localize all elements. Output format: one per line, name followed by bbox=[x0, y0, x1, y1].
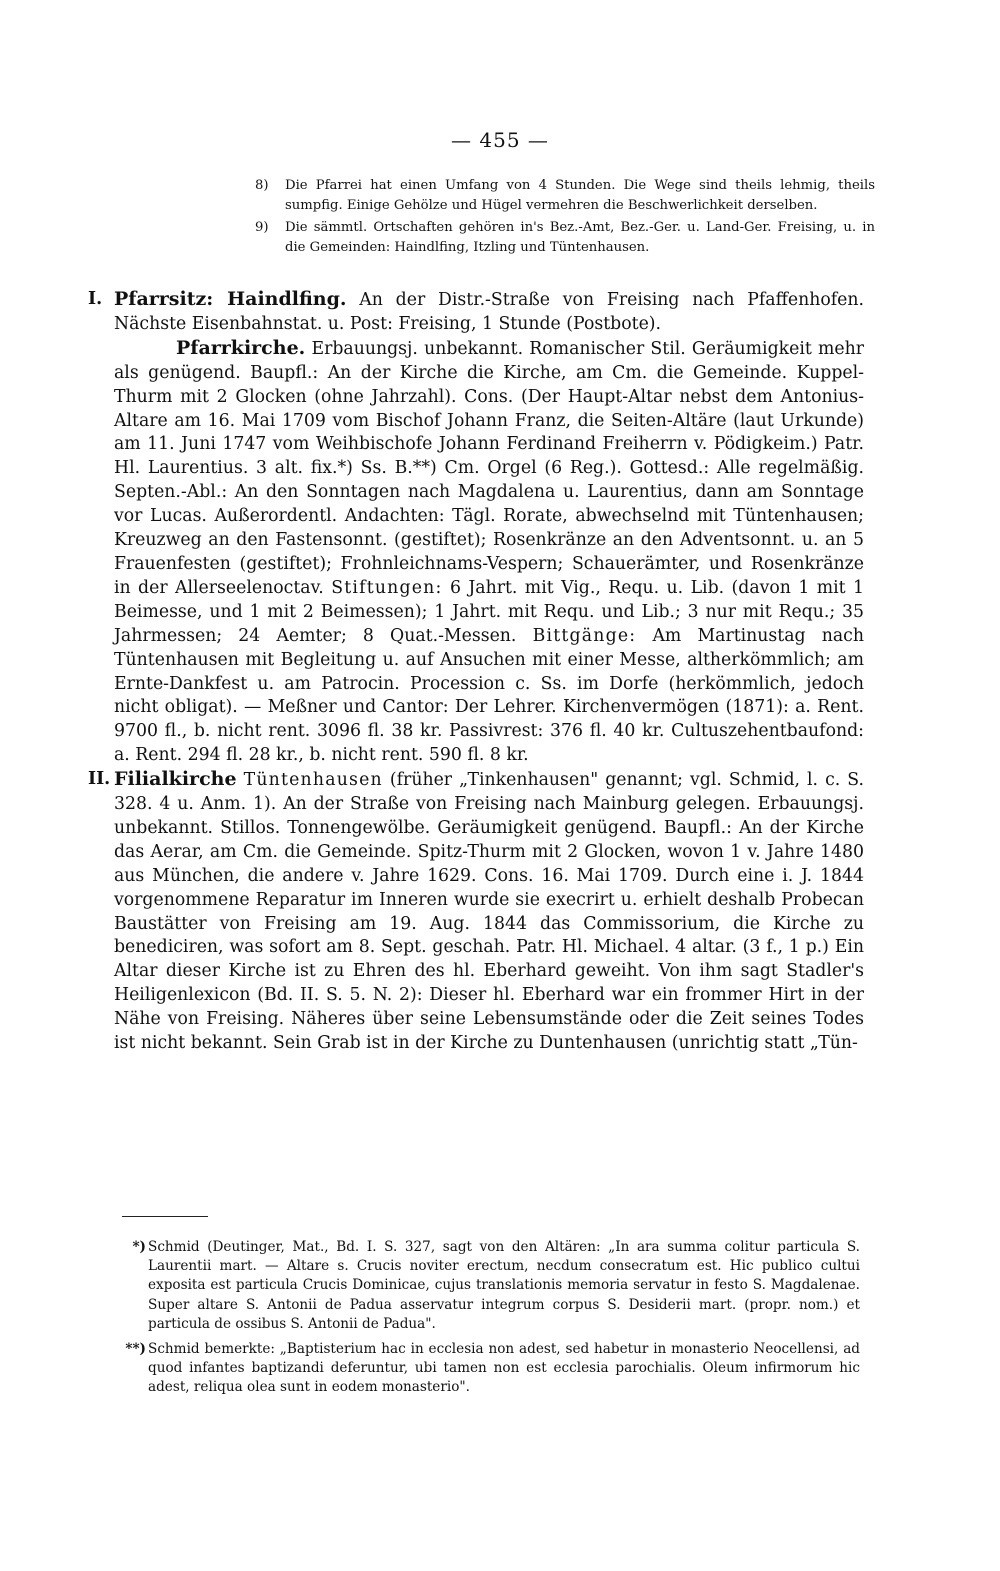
note-text: Die Pfarrei hat einen Umfang von 4 Stunden. Die Wege sind theils lehmig, theils sumpfig. Einige Gehölze und Hügel vermehren die Beschwerlichkeit derselben. bbox=[285, 178, 875, 213]
paragraph-pfarrkirche bbox=[114, 337, 864, 768]
note-number: 9) bbox=[255, 220, 269, 235]
footnote-2 bbox=[125, 1340, 860, 1398]
note-8 bbox=[255, 176, 875, 216]
footnote-mark: *) bbox=[132, 1239, 146, 1255]
footnote-text: Schmid (Deutinger, Mat., Bd. I. S. 327, sagt von den Altären: „In ara summa colitur particula S. Laurentii mart. — Altare s. Crucis noviter erectum, necdum consecratum est. Hic publico cultui exposita est particula Crucis Dominicae, cujus translationis memoria servatur in festo S. Magdalenae. Super altare S. Antonii de Padua asservatur integrum corpus S. Desiderii mart. (propr. nom.) et particula de ossibus S. Antonii de Padua". bbox=[148, 1239, 860, 1332]
section-text: (früher „Tinkenhausen" genannt; vgl. Schmid, l. c. S. 328. 4 u. Anm. 1). An der Straße von Freising nach Mainburg gelegen. Erbauungsj. unbekannt. Stillos. Tonnengewölbe. Geräumigkeit genügend. Baupfl.: An der Kirche das Aerar, am Cm. die Gemeinde. Spitz-Thurm mit 2 Glocken, wovon 1 v. Jahre 1480 aus München, die andere v. Jahre 1629. Cons. 16. Mai 1709. Durch eine i. J. 1844 vorgenommene Reparatur im Inneren wurde sie execrirt u. erhielt deshalb Probecan Baustätter von Freising am 19. Aug. 1844 das Commissorium, die Kirche zu benediciren, was sofort am 8. Sept. geschah. Patr. Hl. Michael. 4 altar. (3 f., 1 p.) Ein Altar dieser Kirche ist zu Ehren des hl. Eberhard geweiht. Von ihm sagt Stadler's Heiligenlexicon (Bd. II. S. 5. N. 2): Dieser hl. Eberhard war ein frommer Hirt in der Nähe von Freising. Näheres über seine Lebensumstände oder die Zeit seines Todes ist nicht bekannt. Sein Grab ist in der Kirche zu Duntenhausen (unrichtig statt „Tün- bbox=[114, 770, 865, 1054]
church-text: Erbauungsj. unbekannt. Romanischer Stil. Geräumigkeit mehr als genügend. Baupfl.: An der Kirche die Kirche, am Cm. die Gemeinde. Kuppel-Thurm mit 2 Glocken (ohne Jahrzahl). Cons. (Der Haupt-Altar nebst dem Antonius-Altare am 16. Mai 1709 vom Bischof Johann Franz, die Seiten-Altäre (laut Urkunde) am 11. Juni 1747 vom Weihbischofe Johann Ferdinand Freiherrn v. Pödigkeim.) Patr. Hl. Laurentius. 3 alt. fix.*) Ss. B.**) Cm. Orgel (6 Reg.). Gottesd.: Alle regelmäßig. Septen.-Abl.: An den Sonntagen nach Magdalena u. Laurentius, dann am Sonntage vor Lucas. Außerordentl. Andachten: Tägl. Rorate, abwechselnd mit Tüntenhausen; Kreuzweg an den Fastensonnt. (gestiftet); Rosenkränze an den Adventsonnt. u. an 5 Frauenfesten (gestiftet); Frohnleichnams-Vespern; Schauerämter, und Rosenkränze in der Allerseelenoctav. bbox=[114, 338, 864, 598]
church-name: Tüntenhausen bbox=[243, 770, 383, 791]
stiftungen-label: Stiftungen: bbox=[331, 577, 443, 598]
main-text bbox=[88, 288, 865, 1056]
section-numeral: II. bbox=[88, 769, 111, 790]
footnotes bbox=[125, 1238, 860, 1404]
vermoegen-text: Kirchenvermögen (1871): a. Rent. 9700 fl., b. nicht rent. 3096 fl. 38 kr. Passivrest: 376 fl. 40 kr. Cultuszehentbaufond: a. Rent. 294 fl. 28 kr., b. nicht rent. 590 fl. 8 kr. bbox=[114, 697, 864, 766]
numbered-notes bbox=[255, 176, 875, 260]
section-heading: Pfarrsitz: Haindlfing. bbox=[114, 288, 347, 310]
note-text: Die sämmtl. Ortschaften gehören in's Bez.-Amt, Bez.-Ger. u. Land-Ger. Freising, u. in die Gemeinden: Haindlfing, Itzling und Tüntenhausen. bbox=[285, 220, 875, 255]
bittgaenge-label: Bittgänge: bbox=[532, 625, 637, 646]
bittgaenge-text: Am Martinustag nach Tüntenhausen mit Begleitung u. auf Ansuchen mit einer Messe, altherkömmlich; am Ernte-Dankfest u. am Patrocin. Procession c. Ss. im Dorfe (herkömmlich, jedoch nicht obligat). — Meßner und Cantor: Der Lehrer. bbox=[114, 625, 864, 718]
footnote-text: Schmid bemerkte: „Baptisterium hac in ecclesia non adest, sed habetur in monasterio Neocellensi, ad quod infantes baptizandi deferuntur, ubi tamen non est ecclesia parochialis. Oleum infirmorum hic adest, reliqua olea sunt in eodem monasterio". bbox=[148, 1341, 860, 1396]
stiftungen-text: 6 Jahrt. mit Vig., Requ. u. Lib. (davon 1 mit 1 Beimesse, und 1 mit 2 Beimessen); 1 Jahrt. mit Requ. und Lib.; 3 nur mit Requ.; 35 Jahrmessen; 24 Aemter; 8 Quat.-Messen. bbox=[114, 577, 864, 646]
footnote-divider bbox=[122, 1216, 208, 1217]
section-heading: Filialkirche bbox=[114, 768, 237, 791]
section-pfarrsitz bbox=[88, 288, 864, 337]
section-filialkirche bbox=[88, 768, 865, 1056]
footnote-mark: **) bbox=[125, 1341, 146, 1358]
section-intro: An der Distr.-Straße von Freising nach Pfaffenhofen. Nächste Eisenbahnstat. u. Post: Freising, 1 Stunde (Postbote). bbox=[114, 290, 864, 334]
note-9 bbox=[255, 218, 875, 258]
section-numeral: I. bbox=[88, 289, 103, 309]
page-number: — 455 — bbox=[451, 128, 549, 152]
church-heading: Pfarrkirche. bbox=[176, 336, 306, 359]
footnote-1 bbox=[132, 1238, 860, 1334]
note-number: 8) bbox=[255, 178, 269, 193]
